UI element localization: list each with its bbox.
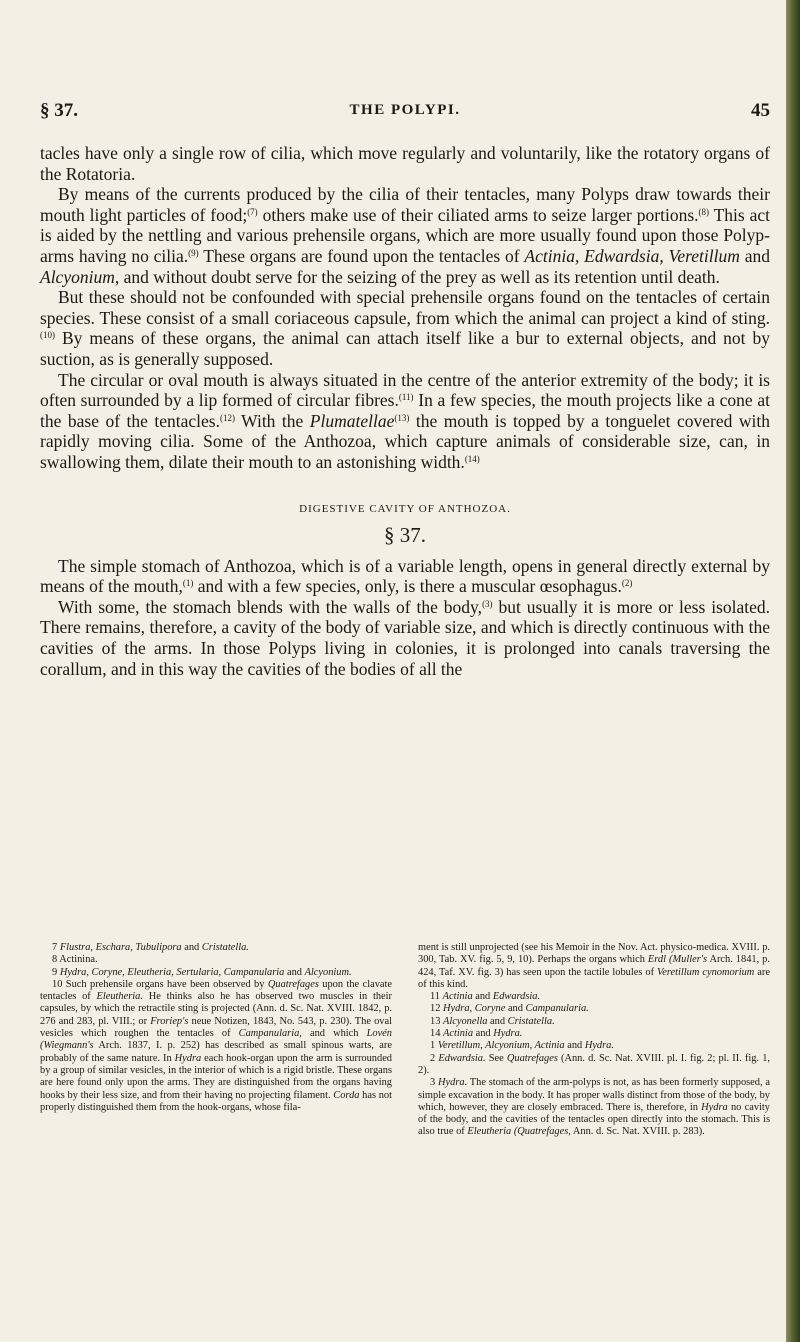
footnote-s3: 3 Hydra. The stomach of the arm-polyps is not, as has been formerly supposed, a simple excavation in the body. It has proper walls distinct from those of the body, by which, however, they are closely embraced. There is, therefore, in Hydra no cavity of the body, and the cavities of the tentacles open directly into the stomach. This is also true of Eleutheria (Quatrefages, Ann. d. Sc. Nat. XVIII. p. 283). — [418, 1077, 770, 1138]
paragraph-1: tacles have only a single row of cilia, which move regularly and voluntarily, like the rotatory organs of the Rotatoria. — [40, 143, 770, 184]
section-heading: DIGESTIVE CAVITY OF ANTHOZOA. — [299, 502, 511, 515]
footnote-s1: 1 Veretillum, Alcyonium, Actinia and Hydra. — [430, 1040, 614, 1052]
footnote-8: 8 Actinina. — [52, 954, 98, 966]
footnote-9: 9 Hydra, Coryne, Eleutheria, Sertularia, Campanularia and Alcyonium. — [52, 966, 352, 978]
running-header — [40, 100, 770, 128]
page-number: 45 — [751, 100, 770, 121]
section-mark: § 37. — [40, 100, 78, 121]
paragraph-6: With some, the stomach blends with the walls of the body,$^{(3)}$ but usually it is more or less isolated. There remains, therefore, a cavity of the body of variable size, and which is directly continuous with the cavities of the arms. In those Polyps living in colonies, it is prolonged into canals traversing the corallum, and in this way the cavities of the bodies of all the — [40, 596, 771, 679]
footnote-ref-2[interactable]: (2) — [621, 578, 633, 589]
footnote-ref-9[interactable]: (9) — [188, 247, 199, 258]
footnote-ref-7[interactable]: (7) — [247, 206, 258, 217]
footnote-14: 14 Actinia and Hydra. — [430, 1028, 523, 1040]
footnote-ref-10[interactable]: (10) — [40, 330, 55, 341]
paragraph-3: But these should not be confounded with special prehensile organs found on the tentacles of certain species. These consist of a small coriaceous capsule, from which the animal can project a kind of sting.$^{(10)}$ By means of these organs, the animal can attach itself like a bur to external objects, and not by suction, as is generally supposed. — [40, 287, 770, 369]
paragraph-5: The simple stomach of Anthozoa, which is of a variable length, opens in general directly external by means of the mouth,$^{(1)}$ and with a few species, only, is there a muscular œsophagus.$^{(2)}$ — [40, 555, 770, 597]
paragraph-2: By means of the currents produced by the cilia of their tentacles, many Polyps draw towards their mouth light particles of food;$^{(7)}$ others make use of their ciliated arms to seize larger portions.$^{(8)}$ This act is aided by the nettling and various prehensile organs, which are more usually found upon those Polyp-arms having no cilia.$^{(9)}$ These organs are found upon the tentacles of Actinia, Edwardsia, Veretillum and Alcyonium, and without doubt serve for the seizing of the prey as well as its retention until death. — [40, 184, 770, 287]
footnotes-right-column — [418, 942, 770, 1139]
footnote-7: 7 Flustra, Eschara, Tubulipora and Cristatella. — [52, 942, 249, 953]
footnotes-left-column — [40, 942, 392, 1114]
main-text — [40, 143, 770, 679]
footnote-s2: 2 Edwardsia. See Quatrefages (Ann. d. Sc. Nat. XVIII. pl. I. fig. 2; pl. II. fig. 1, 2). — [418, 1052, 770, 1076]
footnote-10-continued: ment is still unprojected (see his Memoir in the Nov. Act. physico-medica. XVIII. p. 300, Tab. XV. fig. 5, 9, 10). Perhaps the organs which Erdl (Muller's Arch. 1841, p. 424, Taf. XV. fig. 3) has seen upon the tactile lobules of Veretillum cynomorium are of this kind. — [418, 942, 770, 990]
footnote-11: 11 Actinia and Edwardsia. — [430, 991, 541, 1003]
book-spine-edge — [786, 0, 800, 1342]
paragraph-4: The circular or oval mouth is always situated in the centre of the anterior extremity of the body; it is often surrounded by a lip formed of circular fibres.$^{(11)}$ In a few species, the mouth projects like a cone at the base of the tentacles.$^{(12)}$ With the Plumatellae$^{(13)}$ the mouth is topped by a tonguelet covered with rapidly moving cilia. Some of the Anthozoa, which capture animals of considerable size, can, in swallowing them, dilate their mouth to an astonishing width.$^{(14)}$ — [40, 369, 770, 472]
footnote-ref-14[interactable]: (14) — [464, 453, 480, 464]
footnote-10: 10 Such prehensile organs have been observed by Quatrefages upon the clavate tentacles of Eleutheria. He thinks also he has observed two muscles in their capsules, by which the retractile sting is projected (Ann. d. Sc. Nat. XVIII. 1842, p. 276 and 283, pl. VIII.; or Froriep's neue Notizen, 1843, No. 543, p. 230). The oval vesicles which roughen the tentacles of Campanularia, and which Lovén (Wiegmann's Arch. 1837, I. p. 252) has described as small spinous warts, are probably of the same nature. In Hydra each hook-organ upon the arm is surrounded by a group of similar vesicles, in the interior of which is a rigid bristle. These organs are here found only upon the arms. They are distinguished from the organs having hooks by their less size, and from their having no projecting filament. Corda has not properly distinguished them from the hook-organs, whose fila- — [40, 978, 393, 1113]
footnote-ref-8[interactable]: (8) — [698, 206, 710, 217]
footnote-ref-3[interactable]: (3) — [482, 598, 493, 609]
section-number: § 37. — [384, 523, 426, 548]
footnote-12: 12 Hydra, Coryne and Campanularia. — [430, 1003, 589, 1015]
footnote-ref-1[interactable]: (1) — [182, 578, 194, 589]
running-title: THE POLYPI. — [349, 102, 461, 118]
footnote-ref-12[interactable]: (12) — [219, 412, 235, 423]
footnote-13: 13 Alcyonella and Cristatella. — [430, 1015, 555, 1027]
footnote-ref-13[interactable]: (13) — [394, 412, 410, 423]
footnote-ref-11[interactable]: (11) — [398, 392, 414, 403]
